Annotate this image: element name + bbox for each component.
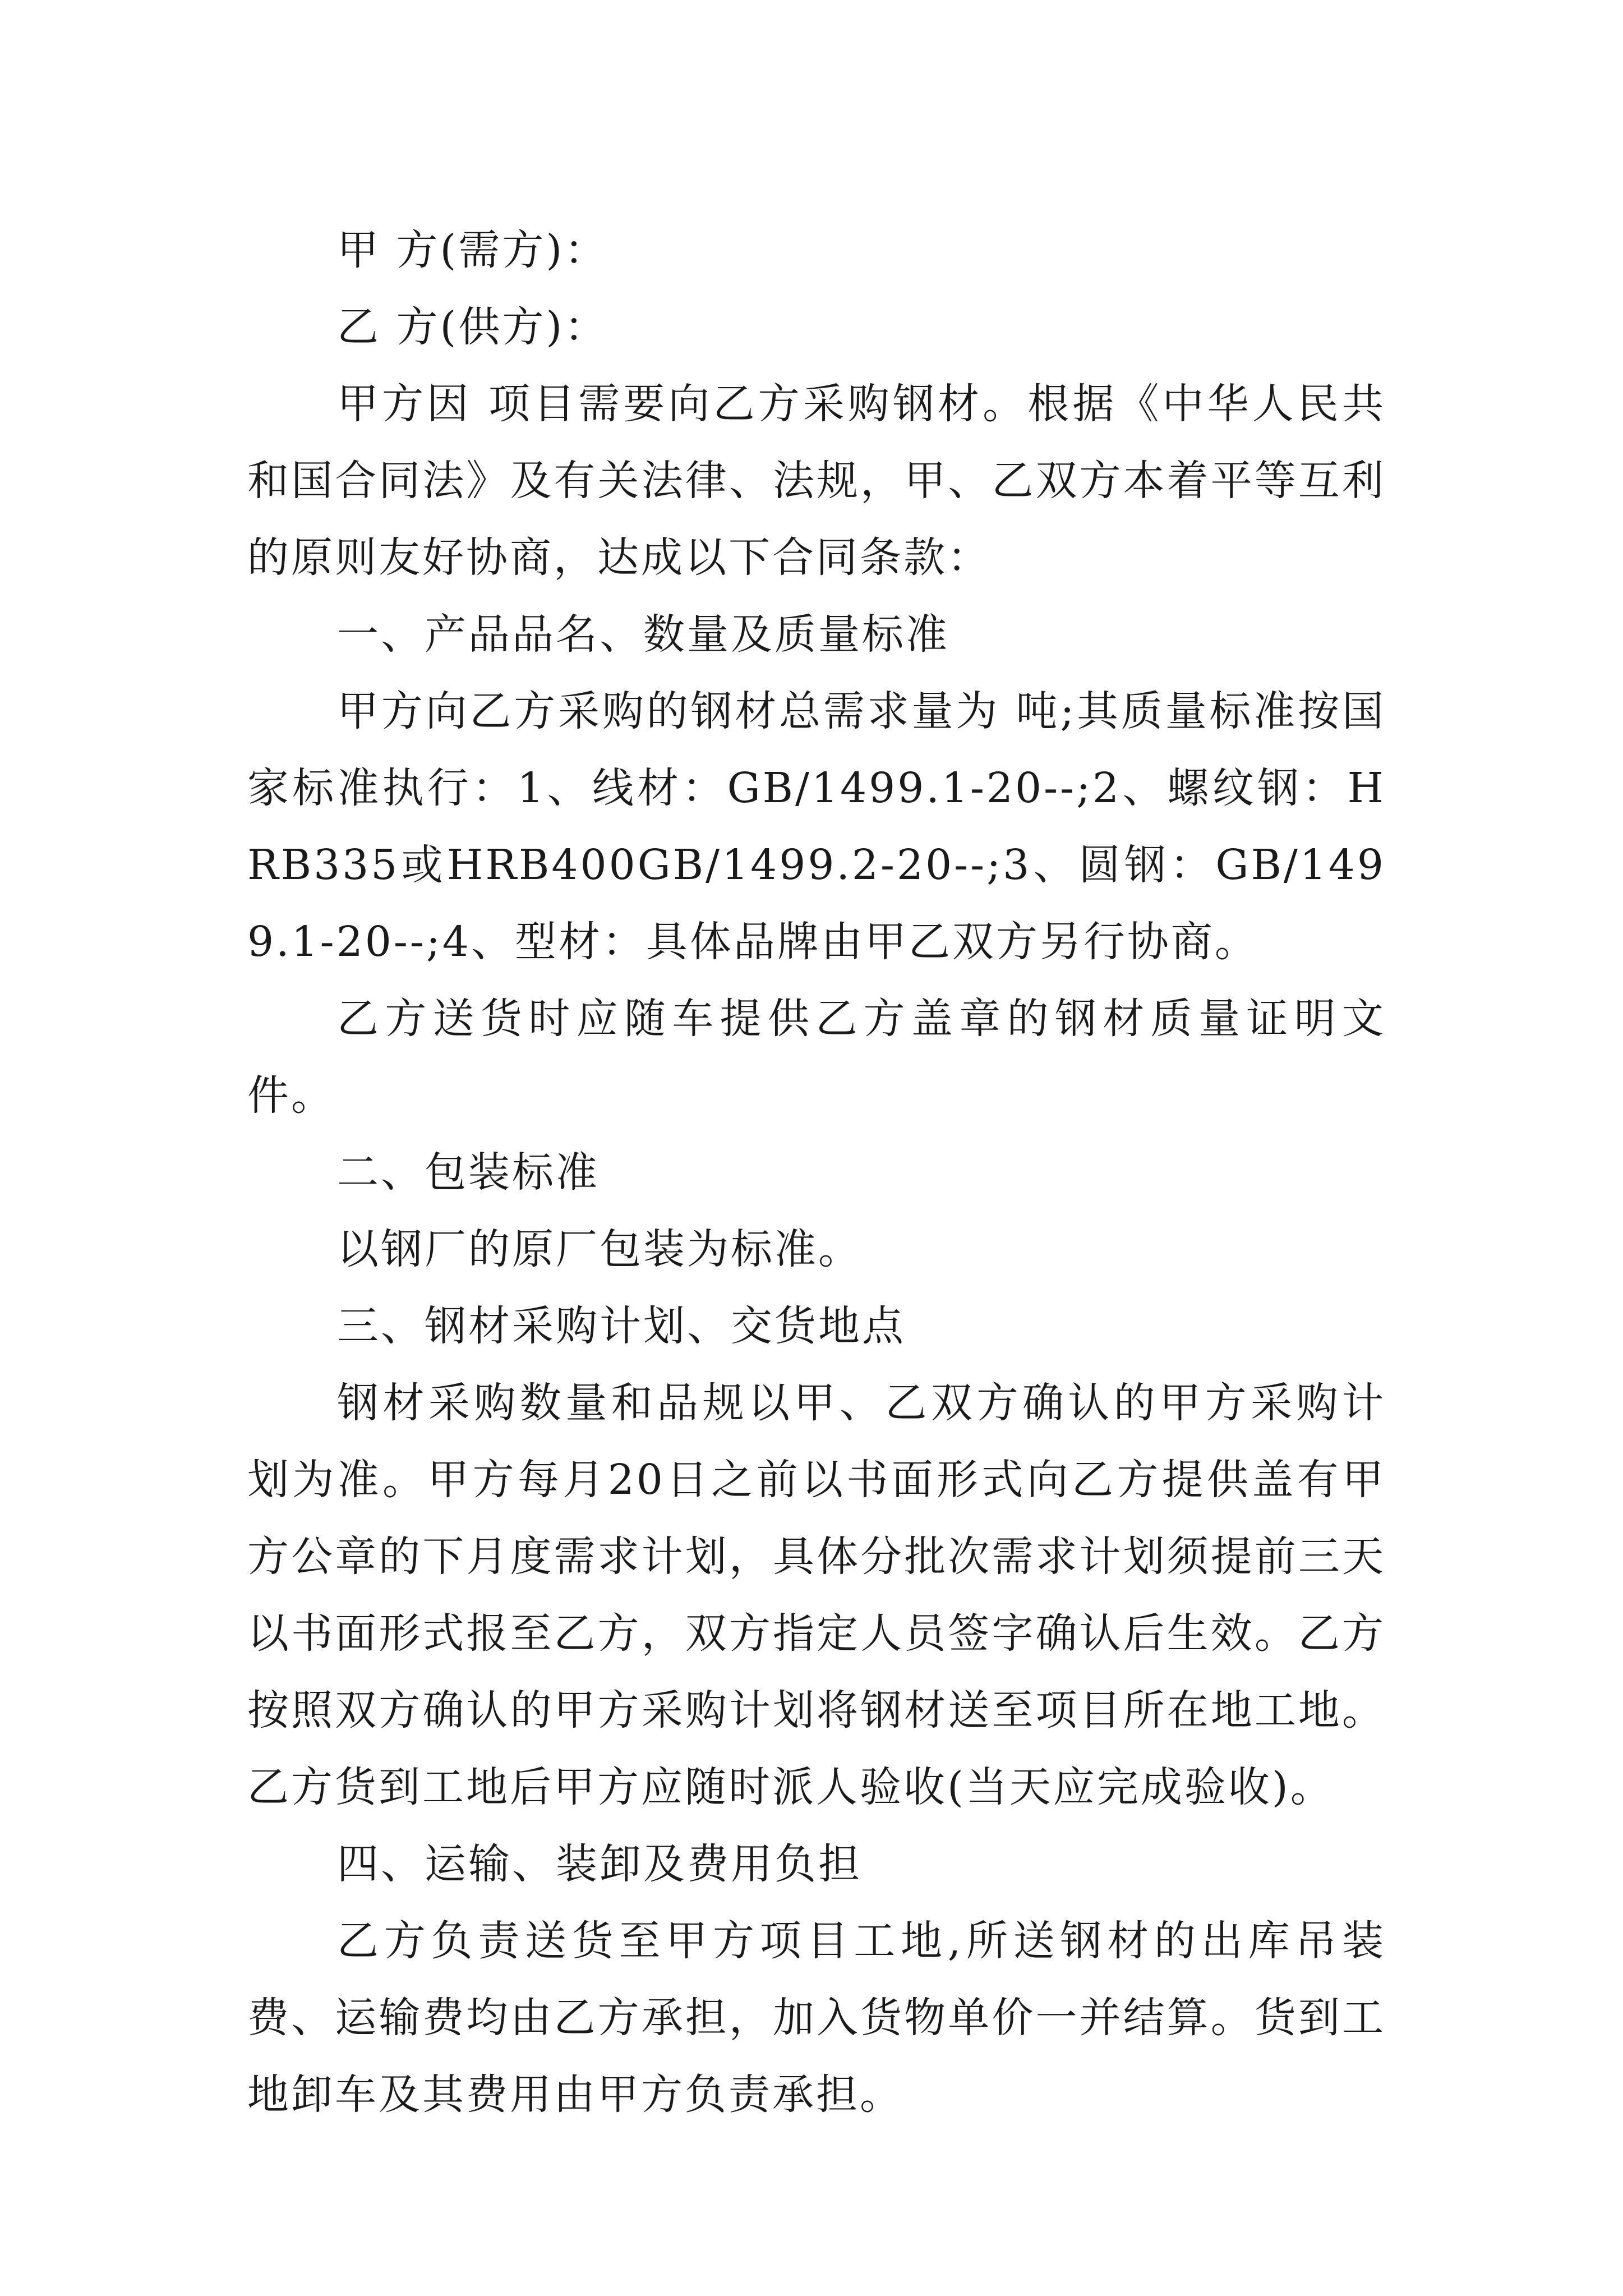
- section-2-paragraph: 以钢厂的原厂包装为标准。: [337, 1225, 862, 1273]
- section-4-paragraph: 乙方负责送货至甲方项目工地,所送钢材的出库吊装费、运输费均由乙方承担，加入货物单价一并结算。货到工地卸车及其费用由甲方负责承担。: [247, 1917, 1386, 2119]
- section-1-heading: 一、产品品名、数量及质量标准: [337, 610, 949, 659]
- party-b-line: 乙 方(供方)：: [337, 303, 608, 351]
- section-3-paragraph: 钢材采购数量和品规以甲、乙双方确认的甲方采购计划为准。甲方每月20日之前以书面形式向乙方提供盖有甲方公章的下月度需求计划，具体分批次需求计划须提前三天以书面形式报至乙方，双方指定人员签字确认后生效。乙方按照双方确认的甲方采购计划将钢材送至项目所在地工地。乙方货到工地后甲方应随时派人验收(当天应完成验收)。: [247, 1379, 1386, 1811]
- preamble-paragraph: 甲方因 项目需要向乙方采购钢材。根据《中华人民共和国合同法》及有关法律、法规，甲、乙双方本着平等互利的原则友好协商，达成以下合同条款：: [247, 380, 1386, 582]
- section-2-heading: 二、包装标准: [337, 1148, 600, 1197]
- party-a-line: 甲 方(需方)：: [337, 226, 608, 274]
- section-1-paragraph: 甲方向乙方采购的钢材总需求量为 吨;其质量标准按国家标准执行：1、线材：GB/1499.1-20--;2、螺纹钢：HRB335或HRB400GB/1499.2-20--;3、圆钢：GB/1499.1-20--;4、型材：具体品牌由甲乙双方另行协商。: [247, 687, 1386, 966]
- section-3-heading: 三、钢材采购计划、交货地点: [337, 1302, 906, 1350]
- contract-body: [247, 212, 1386, 2133]
- quality-certificate-paragraph: 乙方送货时应随车提供乙方盖章的钢材质量证明文件。: [247, 995, 1386, 1120]
- section-4-heading: 四、运输、装卸及费用负担: [337, 1840, 862, 1888]
